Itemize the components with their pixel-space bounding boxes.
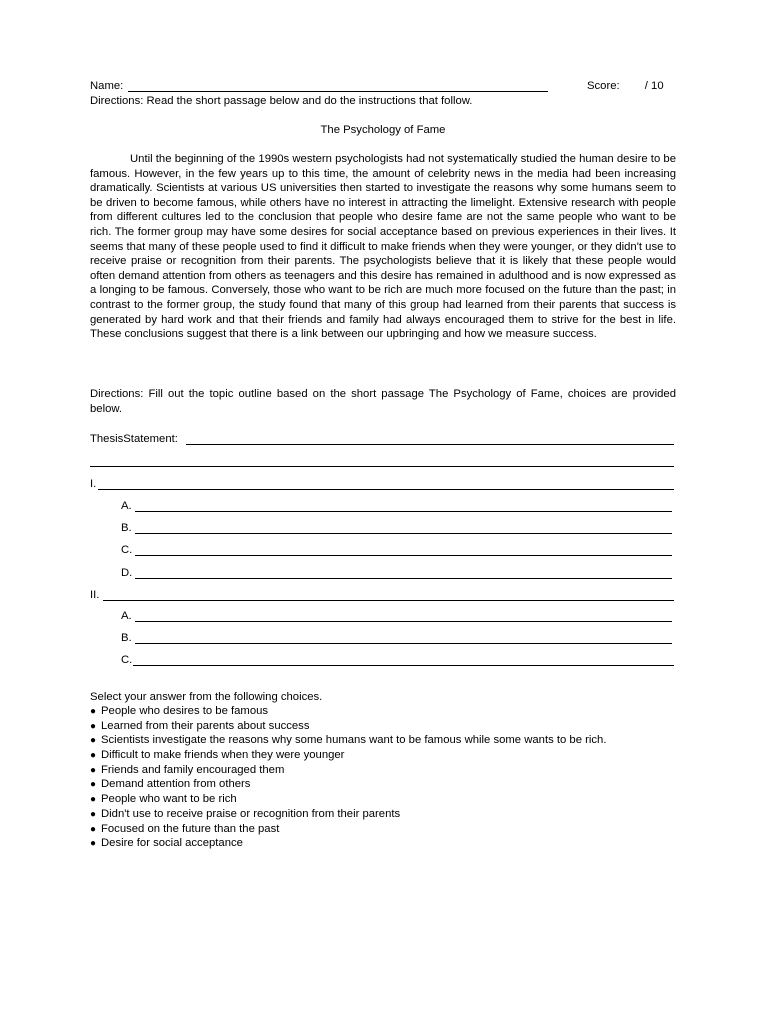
item-blank-line[interactable] xyxy=(135,578,672,579)
score-label: Score: / 10 xyxy=(587,80,664,92)
choice-text: Scientists investigate the reasons why some humans want to be famous while some wants to be rich. xyxy=(101,734,607,747)
outline-i-c xyxy=(121,543,672,558)
outline-section-ii xyxy=(90,588,674,603)
item-label: B. xyxy=(121,632,132,644)
choice-text: Friends and family encouraged them xyxy=(101,763,285,776)
passage-text: Until the beginning of the 1990s western psychologists had not systematically studied the human desire to be famous. However, in the few years up to this time, the amount of celebrity news in the media had been increasing dramatically. Scientists at various US universities then started to investigate the reasons why some humans seem to be driven to become famous, while others have no interest in attracting the limelight. Extensive research with people from different cultures led to the conclusion that people who desire fame are not the same people who want to be rich. The former group may have some desires for social acceptance based on previous experiences in their lives. It seems that many of these people used to find it difficult to make friends when they were younger, or they didn't use to receive praise or recognition from their parents. The psychologists believe that it is likely that these people would often demand attention from others as teenagers and this desire has remained in adulthood and is now expressed as a longing to be famous. Conversely, those who want to be rich are much more focused on the future than the past; in contrast to the former group, the study found that many of this group had learned from their parents that success is generated by hard work and that their friends and family had always encouraged them to strive for the best in life. These conclusions suggest that there is a link between our upbringing and how we measure success. xyxy=(90,153,676,341)
item-label: B. xyxy=(121,522,132,534)
choice-item xyxy=(90,704,606,719)
bullet-icon: ● xyxy=(90,823,97,835)
choices-list xyxy=(90,704,606,851)
item-label: A. xyxy=(121,610,132,622)
choice-item xyxy=(90,822,606,837)
choice-item xyxy=(90,792,606,807)
choices-title: Select your answer from the following choices. xyxy=(90,691,323,703)
bullet-icon: ● xyxy=(90,779,97,791)
choice-text: Didn't use to receive praise or recognition from their parents xyxy=(101,807,401,820)
header-row xyxy=(90,79,680,94)
outline-ii-a xyxy=(121,609,672,624)
choice-item xyxy=(90,763,606,778)
thesis-blank-line[interactable] xyxy=(186,444,674,445)
choice-text: People who want to be rich xyxy=(101,793,237,806)
name-blank-line[interactable] xyxy=(128,91,548,92)
choice-item xyxy=(90,836,606,851)
choice-item xyxy=(90,748,606,763)
name-label: Name: xyxy=(90,80,124,92)
bullet-icon: ● xyxy=(90,764,97,776)
choice-item xyxy=(90,777,606,792)
bullet-icon: ● xyxy=(90,794,97,806)
choice-text: Desire for social acceptance xyxy=(101,837,243,850)
section-ii-blank-line[interactable] xyxy=(103,600,674,601)
directions-outline: Directions: Fill out the topic outline based on the short passage The Psychology of Fame, choices are provided below. xyxy=(90,388,676,415)
passage-title: The Psychology of Fame xyxy=(320,124,446,136)
thesis-label: ThesisStatement: xyxy=(90,433,178,445)
outline-i-d xyxy=(121,566,672,581)
item-blank-line[interactable] xyxy=(135,511,672,512)
choice-item xyxy=(90,807,606,822)
choice-item xyxy=(90,733,606,748)
outline-section-i xyxy=(90,477,674,492)
bullet-icon: ● xyxy=(90,706,97,717)
choice-item xyxy=(90,719,606,734)
bullet-icon: ● xyxy=(90,720,97,732)
bullet-icon: ● xyxy=(90,808,97,820)
choice-text: Difficult to make friends when they were younger xyxy=(101,749,345,762)
choice-text: Demand attention from others xyxy=(101,778,251,791)
thesis-row xyxy=(90,432,674,447)
item-label: C. xyxy=(121,544,133,556)
bullet-icon: ● xyxy=(90,838,97,850)
item-blank-line[interactable] xyxy=(133,665,674,666)
outline-i-a xyxy=(121,499,672,514)
outline-ii-c xyxy=(121,653,674,668)
choice-text: Learned from their parents about success xyxy=(101,719,310,732)
item-label: A. xyxy=(121,500,132,512)
item-blank-line[interactable] xyxy=(135,533,672,534)
section-i-blank-line[interactable] xyxy=(98,489,674,490)
choice-text: People who desires to be famous xyxy=(101,705,269,717)
item-label: D. xyxy=(121,567,133,579)
item-label: C. xyxy=(121,654,133,666)
outline-i-b xyxy=(121,521,672,536)
bullet-icon: ● xyxy=(90,750,97,762)
item-blank-line[interactable] xyxy=(135,643,672,644)
outline-ii-b xyxy=(121,631,672,646)
thesis-blank-line-2[interactable] xyxy=(90,466,674,467)
section-i-label: I. xyxy=(90,478,97,490)
item-blank-line[interactable] xyxy=(135,621,672,622)
choice-text: Focused on the future than the past xyxy=(101,822,280,835)
item-blank-line[interactable] xyxy=(135,555,672,556)
section-ii-label: II. xyxy=(90,589,100,601)
directions-read: Directions: Read the short passage below and do the instructions that follow. xyxy=(90,95,473,107)
thesis-row-2 xyxy=(90,454,674,469)
bullet-icon: ● xyxy=(90,735,97,747)
